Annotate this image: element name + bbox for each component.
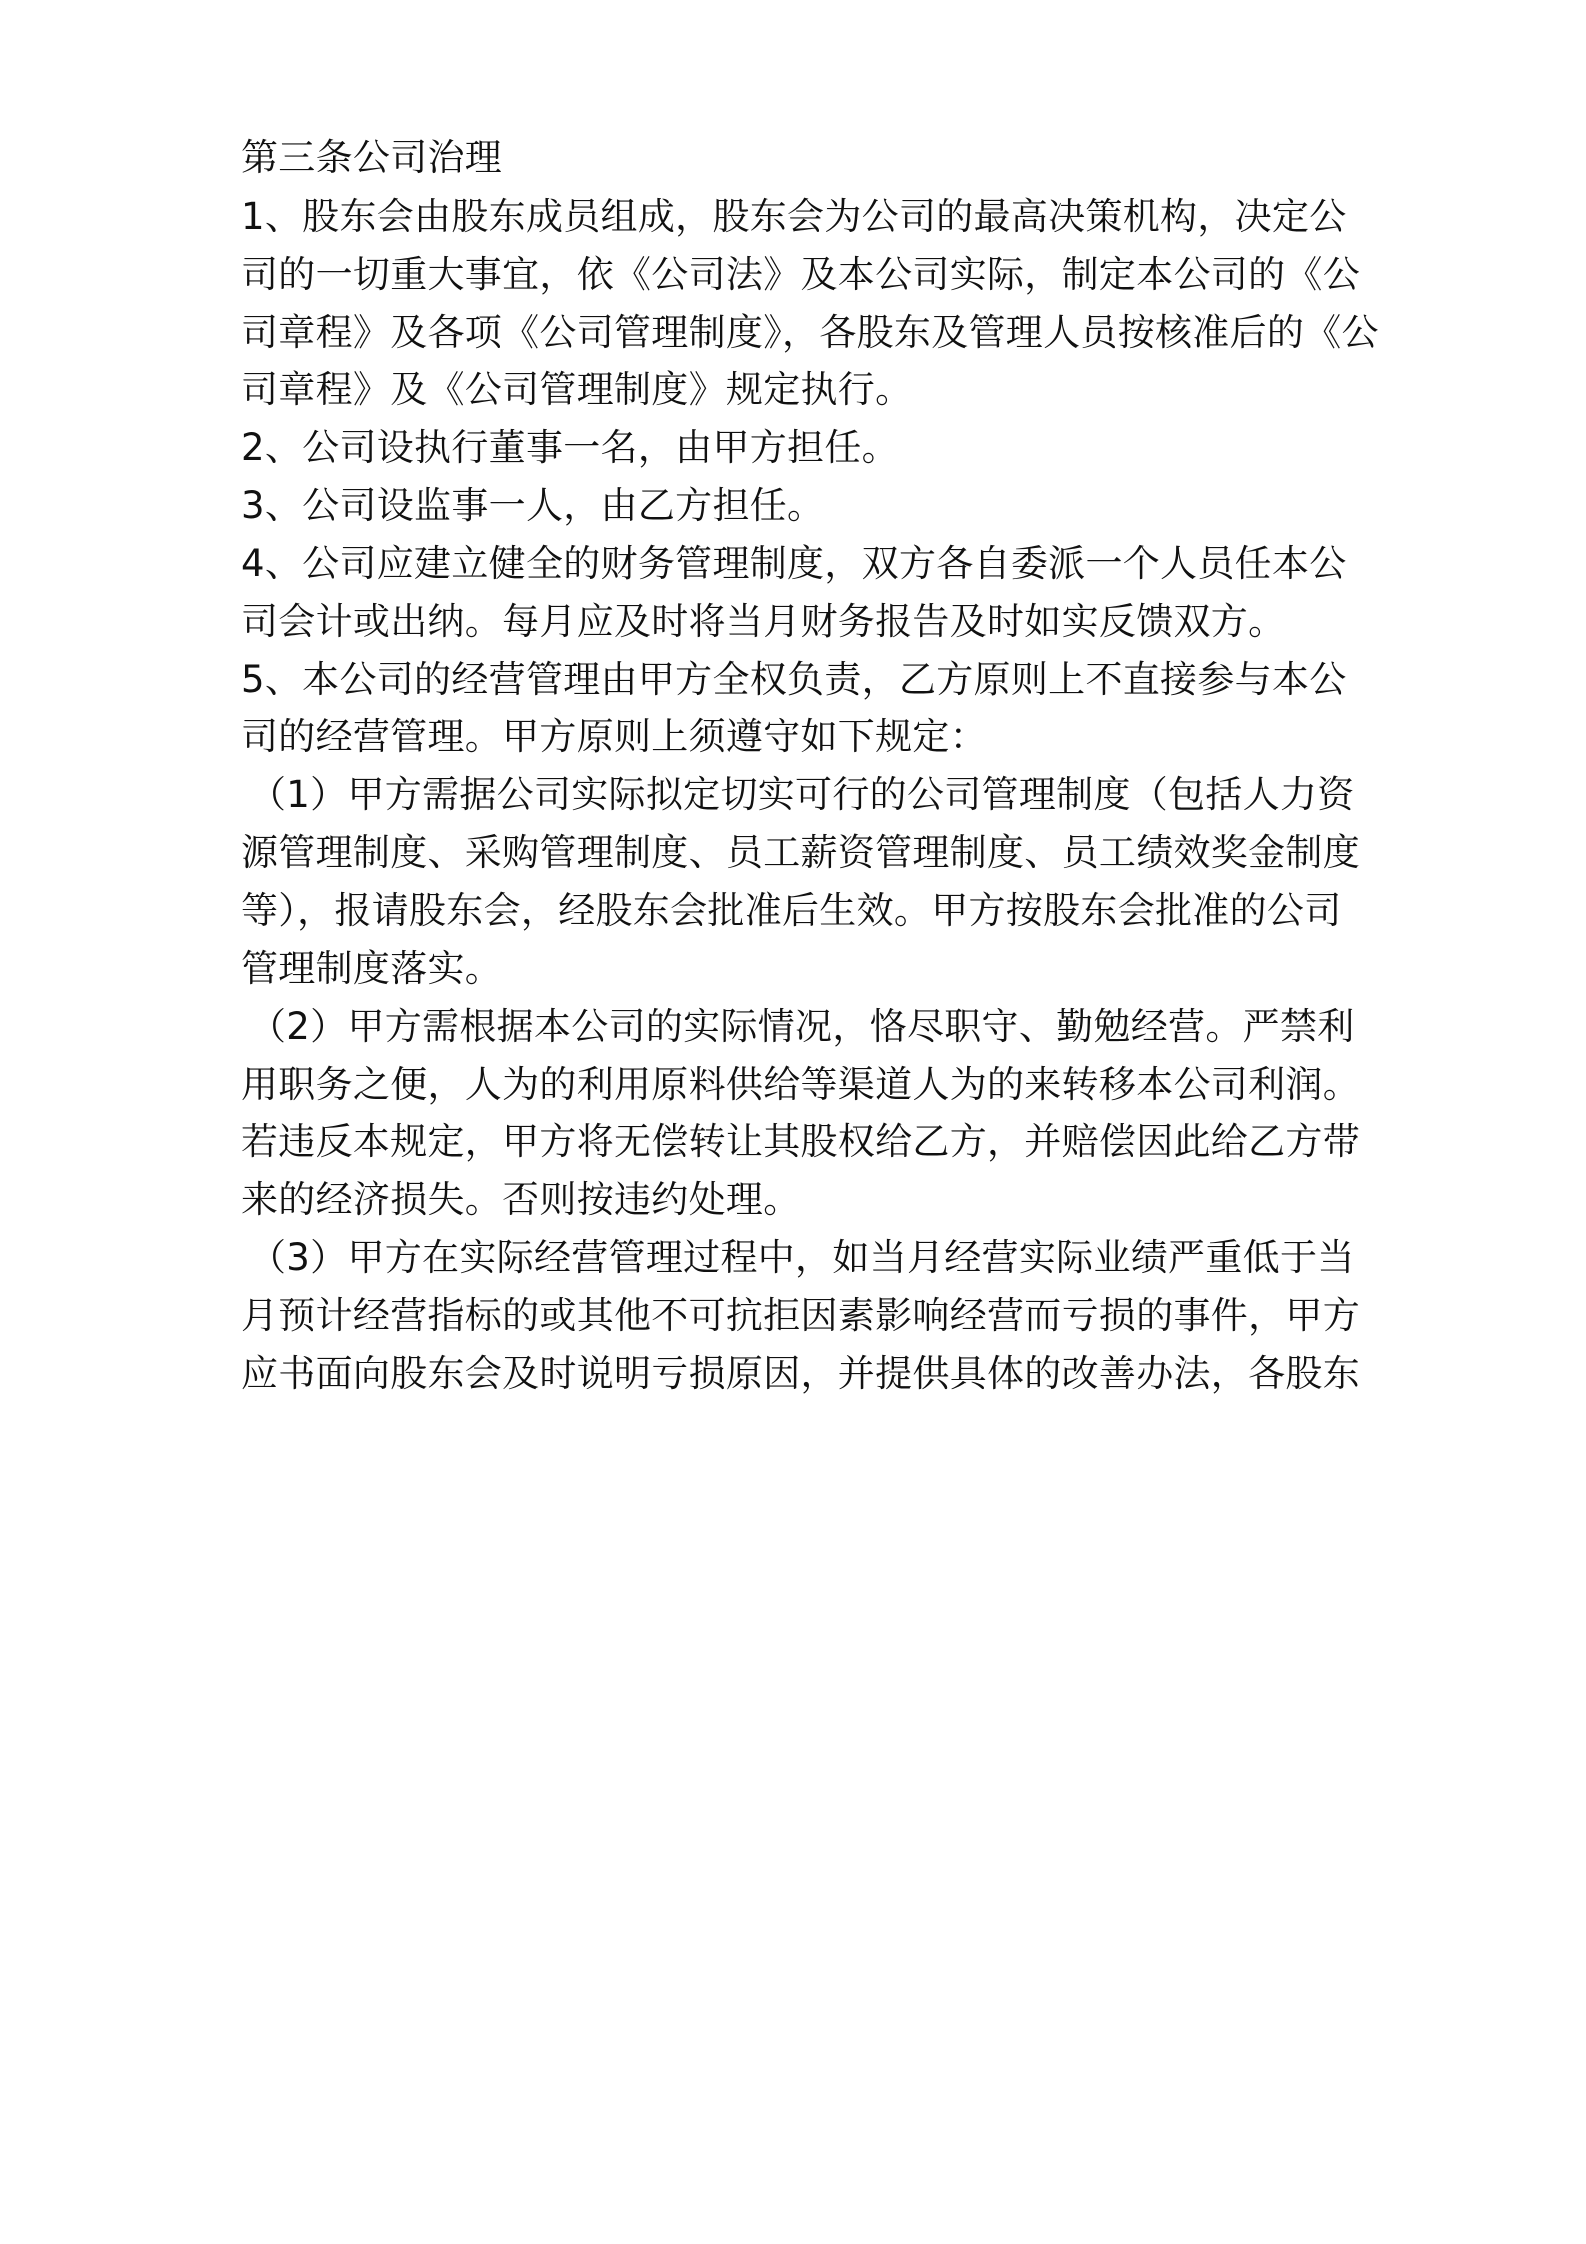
- paragraph-line: 源管理制度、采购管理制度、员工薪资管理制度、员工绩效奖金制度: [241, 831, 1360, 874]
- paragraph-line: 3、公司设监事一人，由乙方担任。: [241, 484, 825, 527]
- paragraph-line: 月预计经营指标的或其他不可抗拒因素影响经营而亏损的事件，甲方: [241, 1294, 1360, 1337]
- paragraph-line: （3）甲方在实际经营管理过程中，如当月经营实际业绩严重低于当: [249, 1236, 1355, 1279]
- paragraph-line: 1、股东会由股东成员组成，股东会为公司的最高决策机构，决定公: [241, 195, 1347, 238]
- section-heading: 第三条公司治理: [241, 136, 503, 179]
- paragraph-line: 4、公司应建立健全的财务管理制度，双方各自委派一个人员任本公: [241, 542, 1347, 585]
- paragraph-line: （2）甲方需根据本公司的实际情况，恪尽职守、勤勉经营。严禁利: [249, 1005, 1355, 1048]
- paragraph-line: 应书面向股东会及时说明亏损原因，并提供具体的改善办法，各股东: [241, 1352, 1360, 1395]
- paragraph-line: 管理制度落实。: [241, 947, 503, 990]
- paragraph-line: 来的经济损失。否则按违约处理。: [241, 1178, 801, 1221]
- paragraph-line: 若违反本规定，甲方将无偿转让其股权给乙方，并赔偿因此给乙方带: [241, 1120, 1360, 1163]
- paragraph-line: 司的经营管理。甲方原则上须遵守如下规定：: [241, 715, 987, 758]
- paragraph-line: 等），报请股东会，经股东会批准后生效。甲方按股东会批准的公司: [241, 889, 1342, 932]
- paragraph-line: 司章程》及各项《公司管理制度》，各股东及管理人员按核准后的《公: [241, 311, 1379, 354]
- paragraph-line: （1）甲方需据公司实际拟定切实可行的公司管理制度（包括人力资: [249, 773, 1355, 816]
- paragraph-line: 用职务之便，人为的利用原料供给等渠道人为的来转移本公司利润。: [241, 1063, 1360, 1106]
- paragraph-line: 司会计或出纳。每月应及时将当月财务报告及时如实反馈双方。: [241, 600, 1286, 643]
- paragraph-line: 2、公司设执行董事一名，由甲方担任。: [241, 426, 899, 469]
- paragraph-line: 5、本公司的经营管理由甲方全权负责，乙方原则上不直接参与本公: [241, 658, 1347, 701]
- paragraph-line: 司章程》及《公司管理制度》规定执行。: [241, 368, 913, 411]
- paragraph-line: 司的一切重大事宜，依《公司法》及本公司实际，制定本公司的《公: [241, 253, 1360, 296]
